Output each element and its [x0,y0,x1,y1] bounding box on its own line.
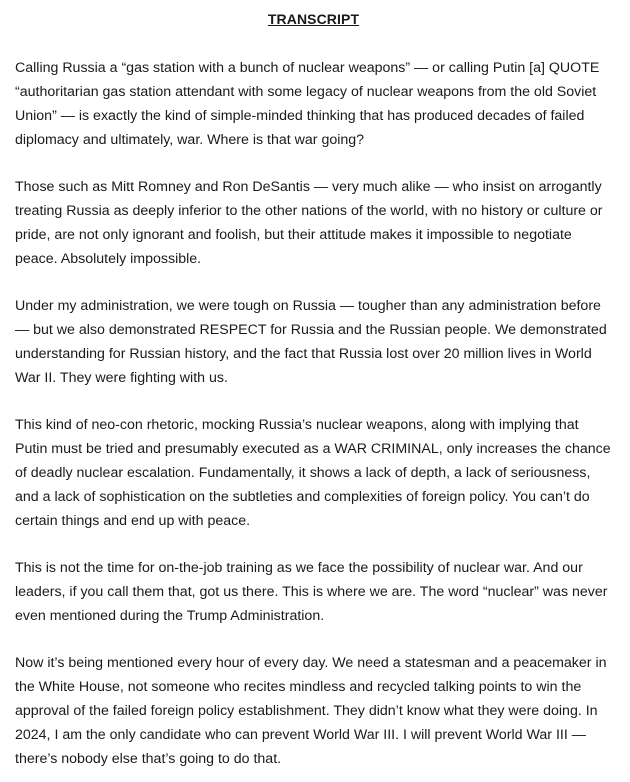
paragraph-6: Now it’s being mentioned every hour of every day. We need a statesman and a peacemaker in the White House, not someone who recites mindless and recycled talking points to win the approval of the failed foreign policy establishment. They didn’t know what they were doing. In 2024, I am the only candidate who can prevent World War III. I will prevent World War III — there’s nobody else that’s going to do that. [15,655,607,767]
paragraph-5: This is not the time for on-the-job training as we face the possibility of nuclear war. And our leaders, if you call them that, got us there. This is where we are. The word “nuclear” was never even mentioned during the Trump Administration. [15,560,608,624]
paragraph-3: Under my administration, we were tough on Russia — tougher than any administration before — but we also demonstrated RESPECT for Russia and the Russian people. We demonstrated understanding for Russian history, and the fact that Russia lost over 20 million lives in World War II. They were fighting with us. [15,298,607,386]
paragraph-1: Calling Russia a “gas station with a bunch of nuclear weapons” — or calling Putin [a] QUOTE “authoritarian gas station attendant with some legacy of nuclear weapons from the old Soviet Union” — is exactly the kind of simple-minded thinking that has produced decades of failed diplomacy and ultimately, war. Where is that war going? [15,60,600,148]
paragraph-4: This kind of neo-con rhetoric, mocking Russia’s nuclear weapons, along with implying that Putin must be tried and presumably executed as a WAR CRIMINAL, only increases the chance of deadly nuclear escalation. Fundamentally, it shows a lack of depth, a lack of seriousness, and a lack of sophistication on the subtleties and complexities of foreign policy. You can’t do certain things and end up with peace. [15,417,611,529]
transcript-body [15,56,612,771]
paragraph-2: Those such as Mitt Romney and Ron DeSantis — very much alike — who insist on arrogantly treating Russia as deeply inferior to the other nations of the world, with no history or culture or pride, are not only ignorant and foolish, but their attitude makes it impossible to negotiate peace. Absolutely impossible. [15,179,603,267]
document-title: TRANSCRIPT [267,11,360,27]
